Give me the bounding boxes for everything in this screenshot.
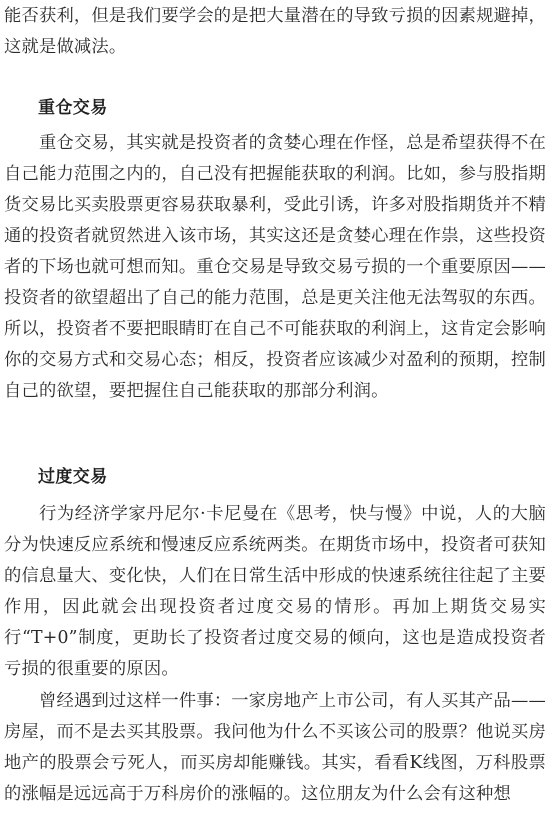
anecdote-paragraph: 曾经遇到过这样一件事：一家房地产上市公司，有人买其产品——房屋，而不是去买其股票。我问他为什么不买该公司的股票？他说买房地产的股票会亏死人，而买房却能赚钱。其实，看看K线图，万科股票的涨幅是远远高于万科房价的涨幅的。这位朋友为什么会有这种想: [4, 691, 546, 804]
heavy-position-paragraph: 重仓交易，其实就是投资者的贪婪心理在作怪，总是希望获得不在自己能力范围之内的，自己没有把握能获取的利润。比如，参与股指期货交易比买卖股票更容易获取暴利，受此引诱，许多对股指期货并不精通的投资者就贸然进入该市场，其实这还是贪婪心理在作祟，这些投资者的下场也就可想而知。重仓交易是导致交易亏损的一个重要原因——投资者的欲望超出了自己的能力范围，总是更关注他无法驾驭的东西。所以，投资者不要把眼睛盯在自己不可能获取的利润上，这肯定会影响你的交易方式和交易心态；相反，投资者应该减少对盈利的预期，控制自己的欲望，要把握住自己能获取的那部分利润。: [4, 133, 546, 401]
section-heading-heavy-position: 重仓交易: [38, 98, 108, 118]
section-heading-overtrading: 过度交易: [38, 467, 108, 487]
intro-paragraph: 能否获利，但是我们要学会的是把大量潜在的导致亏损的因素规避掉，这就是做减法。: [4, 6, 546, 57]
overtrading-paragraph: 行为经济学家丹尼尔·卡尼曼在《思考，快与慢》中说，人的大脑分为快速反应系统和慢速反应系统两类。在期货市场中，投资者可获知的信息量大、变化快，人们在日常生活中形成的快速系统往往起了主要作用，因此就会出现投资者过度交易的情形。再加上期货交易实行“T+0”制度，更助长了投资者过度交易的倾向，这也是造成投资者亏损的很重要的原因。: [4, 504, 546, 679]
